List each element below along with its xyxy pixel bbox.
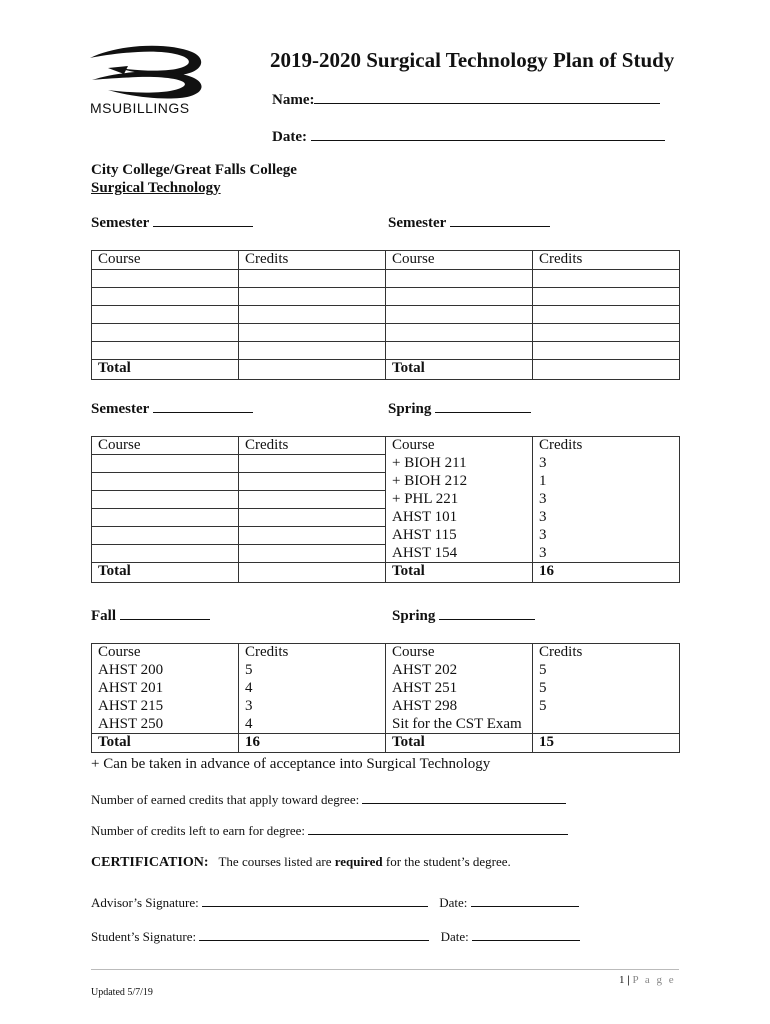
total-label: Total: [92, 734, 239, 753]
course-cell: AHST 250: [92, 716, 239, 734]
name-field[interactable]: [272, 90, 660, 109]
course-cell: AHST 202: [386, 662, 533, 680]
table-cell[interactable]: [92, 473, 239, 491]
total-label: Total: [92, 360, 239, 380]
block1-right-term[interactable]: Semester: [388, 214, 550, 232]
block3-right-term[interactable]: Spring: [392, 607, 535, 625]
certification-row: CERTIFICATION: The courses listed are required for the student’s degree.: [91, 854, 511, 870]
table-cell[interactable]: [239, 473, 386, 491]
course-cell: + PHL 221: [386, 491, 533, 509]
table-cell[interactable]: [386, 306, 533, 324]
credits-cell: 3: [533, 545, 680, 563]
block1-table: [91, 250, 680, 380]
total-value[interactable]: [533, 360, 680, 380]
earned-credits-field[interactable]: [362, 793, 566, 804]
credits-cell: 3: [533, 455, 680, 473]
table-cell[interactable]: [239, 455, 386, 473]
table-cell[interactable]: [533, 270, 680, 288]
advisor-signature-field[interactable]: [202, 896, 428, 907]
msu-billings-logo: [88, 44, 206, 120]
credits-cell: 4: [239, 716, 386, 734]
table-cell[interactable]: [92, 491, 239, 509]
total-value: 16: [533, 563, 680, 583]
advisor-date-field[interactable]: [471, 896, 579, 907]
course-header: Course: [386, 437, 533, 455]
course-cell: AHST 201: [92, 680, 239, 698]
block3-table: [91, 643, 680, 753]
table-cell[interactable]: [92, 306, 239, 324]
table-cell[interactable]: [92, 270, 239, 288]
course-cell: AHST 215: [92, 698, 239, 716]
total-label: Total: [92, 563, 239, 583]
name-underline[interactable]: [314, 90, 660, 104]
credits-header: Credits: [239, 437, 386, 455]
student-date-field[interactable]: [472, 930, 580, 941]
table-cell[interactable]: [386, 270, 533, 288]
total-value[interactable]: [239, 563, 386, 583]
table-cell[interactable]: [92, 342, 239, 360]
course-cell: + BIOH 212: [386, 473, 533, 491]
block2-right-term[interactable]: Spring: [388, 400, 531, 418]
credits-cell: 3: [533, 509, 680, 527]
table-cell[interactable]: [239, 306, 386, 324]
table-cell[interactable]: [239, 545, 386, 563]
table-cell[interactable]: [386, 324, 533, 342]
credits-cell: 5: [533, 662, 680, 680]
institution-block: [91, 161, 297, 197]
footer-divider: [91, 969, 679, 970]
advisor-signature-row[interactable]: Advisor’s Signature: Date:: [91, 895, 579, 911]
table-cell[interactable]: [386, 342, 533, 360]
course-cell: AHST 154: [386, 545, 533, 563]
block2-table: [91, 436, 680, 583]
program-name: Surgical Technology: [91, 180, 221, 196]
credits-header: Credits: [533, 251, 680, 270]
credits-cell: 5: [239, 662, 386, 680]
table-cell[interactable]: [239, 527, 386, 545]
credits-cell: 3: [239, 698, 386, 716]
block3-left-term[interactable]: Fall: [91, 607, 210, 625]
table-cell[interactable]: [239, 491, 386, 509]
table-cell[interactable]: [239, 288, 386, 306]
course-header: Course: [92, 644, 239, 662]
total-label: Total: [386, 734, 533, 753]
table-cell[interactable]: [92, 527, 239, 545]
credits-header: Credits: [533, 644, 680, 662]
course-cell: AHST 101: [386, 509, 533, 527]
total-label: Total: [386, 563, 533, 583]
table-cell[interactable]: [92, 455, 239, 473]
credits-left-row[interactable]: Number of credits left to earn for degree:: [91, 823, 568, 839]
credits-cell: 5: [533, 680, 680, 698]
total-value: 16: [239, 734, 386, 753]
page-title: 2019-2020 Surgical Technology Plan of Study: [270, 48, 675, 72]
total-value[interactable]: [239, 360, 386, 380]
credits-header: Credits: [239, 644, 386, 662]
advance-acceptance-note: + Can be taken in advance of acceptance into Surgical Technology: [91, 756, 491, 772]
credits-cell: 3: [533, 527, 680, 545]
student-signature-field[interactable]: [199, 930, 429, 941]
course-header: Course: [92, 251, 239, 270]
table-cell[interactable]: [92, 324, 239, 342]
course-header: Course: [386, 644, 533, 662]
table-cell[interactable]: [533, 288, 680, 306]
page-number: 1 | P a g e: [619, 974, 676, 986]
earned-credits-row[interactable]: Number of earned credits that apply toward degree:: [91, 792, 566, 808]
block1-left-term[interactable]: Semester: [91, 214, 253, 232]
table-cell[interactable]: [533, 342, 680, 360]
course-header: Course: [92, 437, 239, 455]
block2-left-term[interactable]: Semester: [91, 400, 253, 418]
credits-cell: 5: [533, 698, 680, 716]
table-cell[interactable]: [92, 288, 239, 306]
date-underline[interactable]: [311, 127, 665, 141]
table-cell[interactable]: [239, 509, 386, 527]
table-cell[interactable]: [239, 342, 386, 360]
table-cell[interactable]: [533, 324, 680, 342]
total-value: 15: [533, 734, 680, 753]
logo-swoosh-icon: [88, 44, 206, 100]
credits-header: Credits: [533, 437, 680, 455]
college-name: City College/Great Falls College: [91, 162, 297, 178]
credits-cell: [533, 716, 680, 734]
table-cell[interactable]: [239, 324, 386, 342]
table-cell[interactable]: [533, 306, 680, 324]
credits-cell: 4: [239, 680, 386, 698]
date-field[interactable]: [272, 127, 665, 146]
total-label: Total: [386, 360, 533, 380]
credits-header: Credits: [239, 251, 386, 270]
certification-label: CERTIFICATION:: [91, 855, 209, 870]
table-cell[interactable]: [386, 288, 533, 306]
course-cell: AHST 298: [386, 698, 533, 716]
credits-cell: 1: [533, 473, 680, 491]
name-label: Name:: [272, 92, 315, 108]
date-label: Date:: [272, 129, 307, 145]
course-cell: Sit for the CST Exam: [386, 716, 533, 734]
student-signature-row[interactable]: Student’s Signature: Date:: [91, 929, 580, 945]
updated-date: Updated 5/7/19: [91, 987, 153, 998]
logo-text: MSUBILLINGS: [90, 100, 190, 116]
credits-left-field[interactable]: [308, 824, 568, 835]
table-cell[interactable]: [239, 270, 386, 288]
course-cell: AHST 115: [386, 527, 533, 545]
table-cell[interactable]: [92, 509, 239, 527]
course-cell: + BIOH 211: [386, 455, 533, 473]
course-header: Course: [386, 251, 533, 270]
credits-cell: 3: [533, 491, 680, 509]
course-cell: AHST 251: [386, 680, 533, 698]
table-cell[interactable]: [92, 545, 239, 563]
course-cell: AHST 200: [92, 662, 239, 680]
